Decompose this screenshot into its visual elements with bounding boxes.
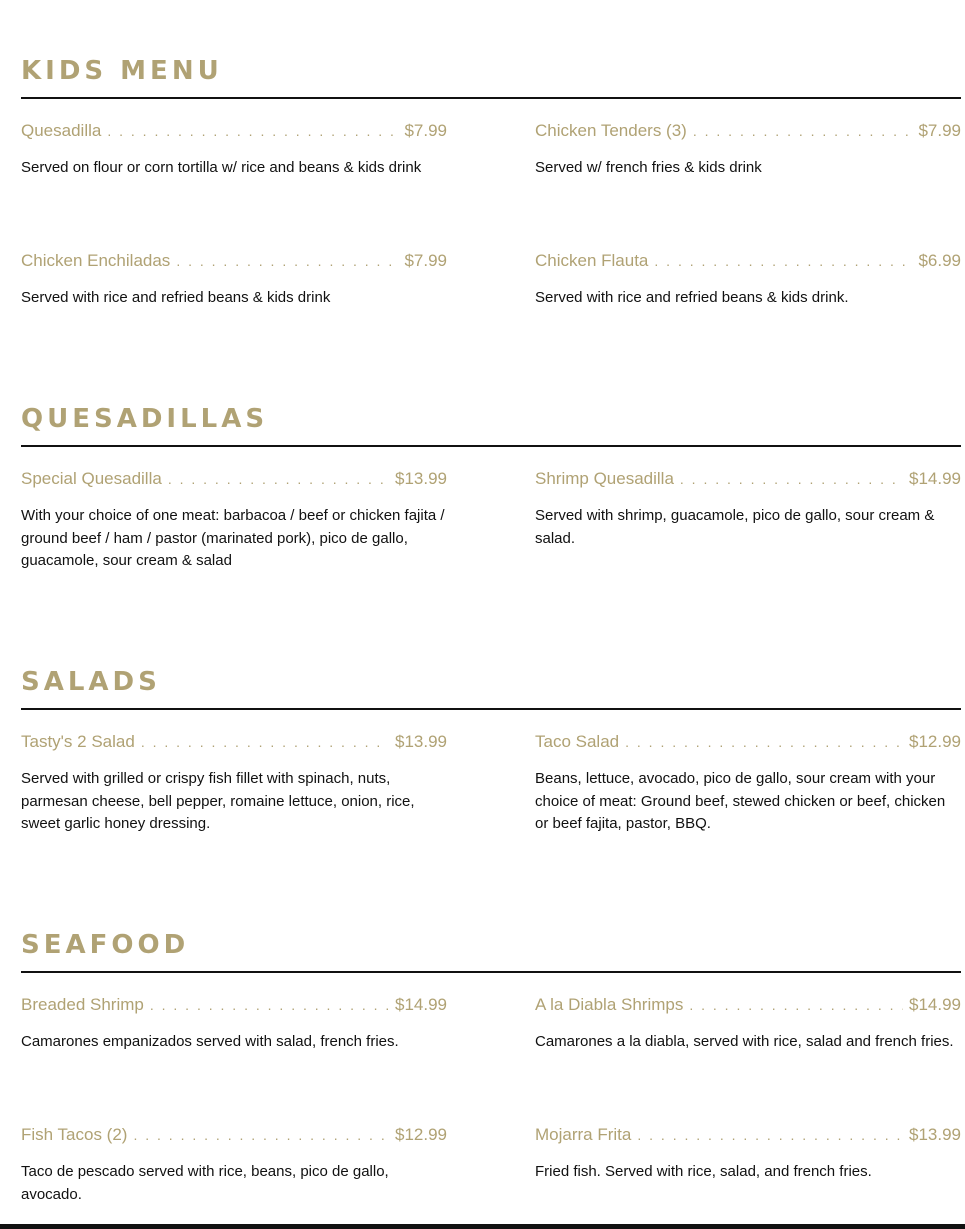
menu-item-name: Shrimp Quesadilla — [535, 469, 674, 488]
section-divider — [21, 971, 961, 973]
menu-item-header — [21, 251, 447, 271]
menu-item-description: Beans, lettuce, avocado, pico de gallo, sour cream with your choice of meat: Ground beef, stewed chicken or beef, chicken or beef fajita, pastor, BBQ. — [535, 770, 946, 832]
dot-leader — [637, 1125, 903, 1145]
dot-leader — [680, 469, 903, 489]
menu-item-header — [21, 732, 447, 752]
menu-item-description: With your choice of one meat: barbacoa / beef or chicken fajita / ground beef / ham / pastor (marinated pork), pico de gallo, guacamole, sour cream & salad — [21, 507, 445, 569]
menu-item-name: Quesadilla — [21, 121, 102, 140]
menu-item — [535, 995, 961, 1054]
menu-item — [21, 1125, 447, 1206]
menu-item-description: Served with rice and refried beans & kids drink. — [535, 289, 849, 306]
menu-item-description: Served with shrimp, guacamole, pico de gallo, sour cream & salad. — [535, 507, 935, 547]
menu-item-description: Served on flour or corn tortilla w/ rice and beans & kids drink — [21, 159, 422, 176]
menu-item-price: $12.99 — [909, 732, 961, 751]
page-bottom-border — [0, 1224, 965, 1229]
menu-item-description: Fried fish. Served with rice, salad, and french fries. — [535, 1163, 872, 1180]
menu-item-price: $7.99 — [404, 251, 447, 270]
menu-item — [535, 469, 961, 550]
section-title: SEAFOOD — [21, 930, 190, 960]
dot-leader — [693, 121, 913, 141]
dot-leader — [625, 732, 903, 752]
menu-item-description: Served with grilled or crispy fish fillet with spinach, nuts, parmesan cheese, bell pepper, romaine lettuce, onion, rice, sweet garlic honey dressing. — [21, 770, 415, 832]
dot-leader — [176, 251, 398, 271]
menu-item-price: $13.99 — [909, 1125, 961, 1144]
menu-item — [21, 995, 447, 1054]
menu-item-price: $13.99 — [395, 732, 447, 751]
menu-item-name: Chicken Enchiladas — [21, 251, 171, 270]
menu-item-name: Chicken Tenders (3) — [535, 121, 687, 140]
menu-item-header — [535, 1125, 961, 1145]
dot-leader — [150, 995, 389, 1015]
menu-item-description: Taco de pescado served with rice, beans, pico de gallo, avocado. — [21, 1163, 389, 1203]
section-divider — [21, 445, 961, 447]
dot-leader — [654, 251, 912, 271]
menu-item-price: $13.99 — [395, 469, 447, 488]
menu-item-header — [21, 121, 447, 141]
menu-item-header — [535, 995, 961, 1015]
menu-item-description: Camarones a la diabla, served with rice, salad and french fries. — [535, 1033, 954, 1050]
menu-item — [535, 121, 961, 180]
menu-item-name: Fish Tacos (2) — [21, 1125, 128, 1144]
menu-item-header — [535, 251, 961, 271]
menu-item-description: Camarones empanizados served with salad, french fries. — [21, 1033, 399, 1050]
menu-item-price: $6.99 — [918, 251, 961, 270]
dot-leader — [168, 469, 389, 489]
menu-item-header — [535, 469, 961, 489]
dot-leader — [107, 121, 398, 141]
menu-item-header — [21, 469, 447, 489]
menu-item-price: $14.99 — [909, 469, 961, 488]
menu-item-header — [21, 1125, 447, 1145]
section-title: QUESADILLAS — [21, 404, 269, 434]
menu-item — [21, 121, 447, 180]
menu-item — [535, 251, 961, 310]
dot-leader — [689, 995, 903, 1015]
menu-item-name: A la Diabla Shrimps — [535, 995, 684, 1014]
menu-item-price: $7.99 — [404, 121, 447, 140]
section-title: SALADS — [21, 667, 161, 697]
menu-item-price: $14.99 — [909, 995, 961, 1014]
menu-item — [21, 732, 447, 836]
menu-item — [535, 732, 961, 836]
menu-item-description: Served with rice and refried beans & kids drink — [21, 289, 331, 306]
menu-item-name: Breaded Shrimp — [21, 995, 144, 1014]
menu-item-header — [535, 732, 961, 752]
menu-item-description: Served w/ french fries & kids drink — [535, 159, 762, 176]
menu-item — [21, 469, 447, 573]
menu-item-name: Special Quesadilla — [21, 469, 162, 488]
menu-item — [21, 251, 447, 310]
menu-item-name: Taco Salad — [535, 732, 620, 751]
menu-item-price: $12.99 — [395, 1125, 447, 1144]
menu-item-price: $7.99 — [918, 121, 961, 140]
dot-leader — [141, 732, 389, 752]
menu-item-header — [21, 995, 447, 1015]
menu-item-name: Chicken Flauta — [535, 251, 649, 270]
menu-item-name: Mojarra Frita — [535, 1125, 632, 1144]
section-divider — [21, 97, 961, 99]
menu-item-price: $14.99 — [395, 995, 447, 1014]
section-title: KIDS MENU — [21, 56, 223, 86]
menu-item-header — [535, 121, 961, 141]
section-divider — [21, 708, 961, 710]
menu-item-name: Tasty's 2 Salad — [21, 732, 135, 751]
menu-item — [535, 1125, 961, 1184]
dot-leader — [133, 1125, 389, 1145]
